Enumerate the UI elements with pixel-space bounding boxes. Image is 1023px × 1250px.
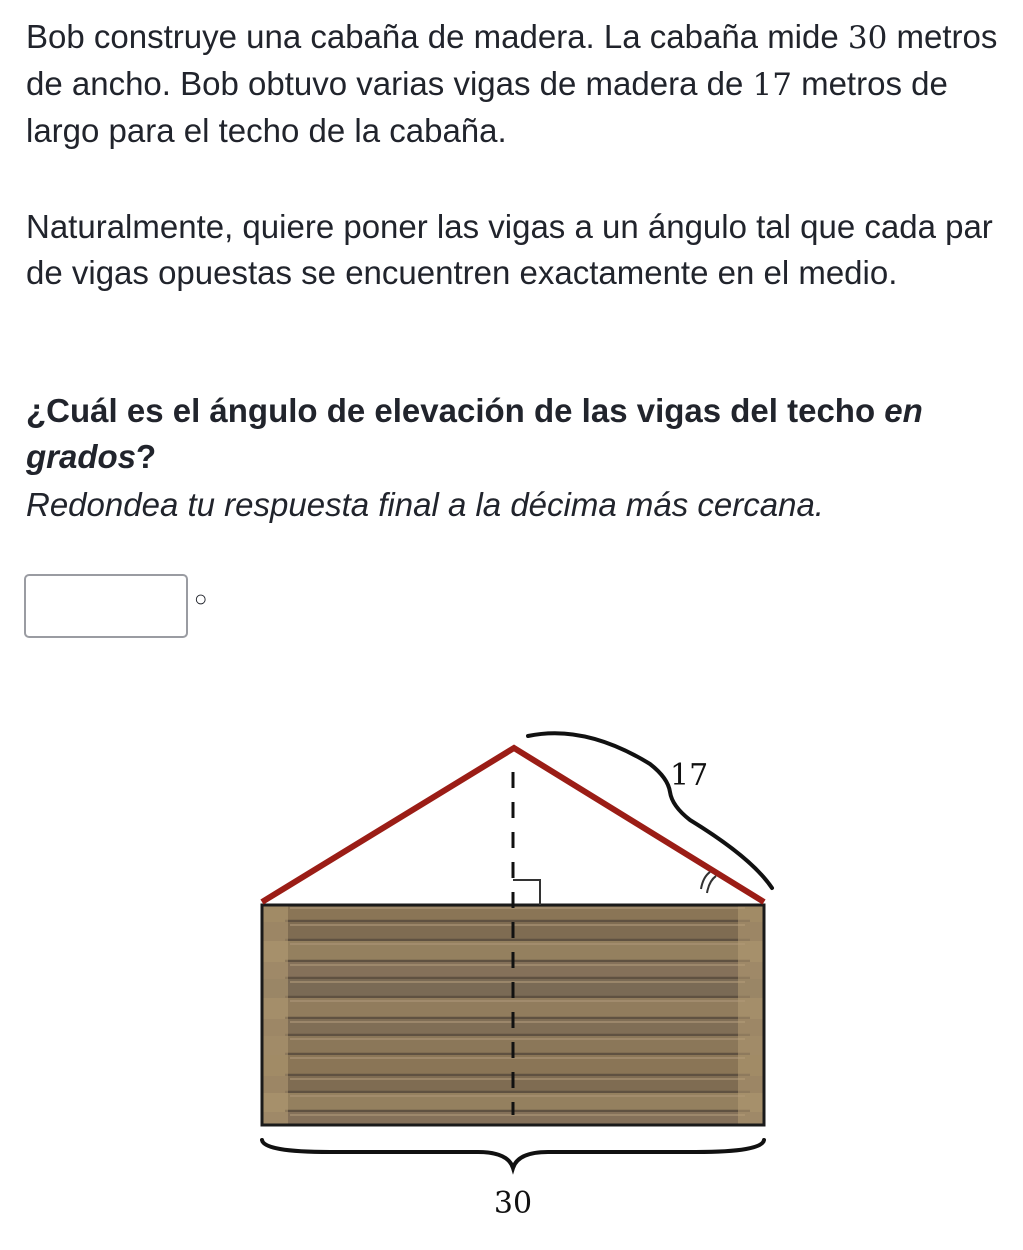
question-emphasis: en grados <box>26 392 923 475</box>
beam-length-value: 17 <box>752 67 792 103</box>
cabin-width-value: 30 <box>847 20 888 56</box>
question-end: ? <box>136 438 157 475</box>
angle-arc-inner <box>707 876 716 893</box>
degree-symbol: ○ <box>194 586 208 611</box>
beam-length-label: 17 <box>670 758 709 793</box>
problem-paragraph-2: Naturalmente, quiere poner las vigas a un ángulo tal que cada par de vigas opuestas se encuentren exactamente en el medio. <box>26 208 993 291</box>
width-label: 30 <box>493 1186 533 1221</box>
problem-text-1b: metros de ancho. Bob obtuvo varias vigas de madera de <box>26 18 998 102</box>
width-brace <box>262 1140 764 1168</box>
question-main: ¿Cuál es el ángulo de elevación de las vigas del techo <box>26 392 885 429</box>
problem-text-1c: metros de largo para el techo de la cabaña. <box>26 65 948 149</box>
problem-text-1a: Bob construye una cabaña de madera. La cabaña mide <box>26 18 848 55</box>
beam-length-brace <box>528 733 772 888</box>
log-end-strip <box>262 905 288 1125</box>
rounding-instruction: Redondea tu respuesta final a la décima más cercana. <box>26 486 824 523</box>
log-end-strip <box>738 905 764 1125</box>
right-angle-marker <box>513 880 540 905</box>
